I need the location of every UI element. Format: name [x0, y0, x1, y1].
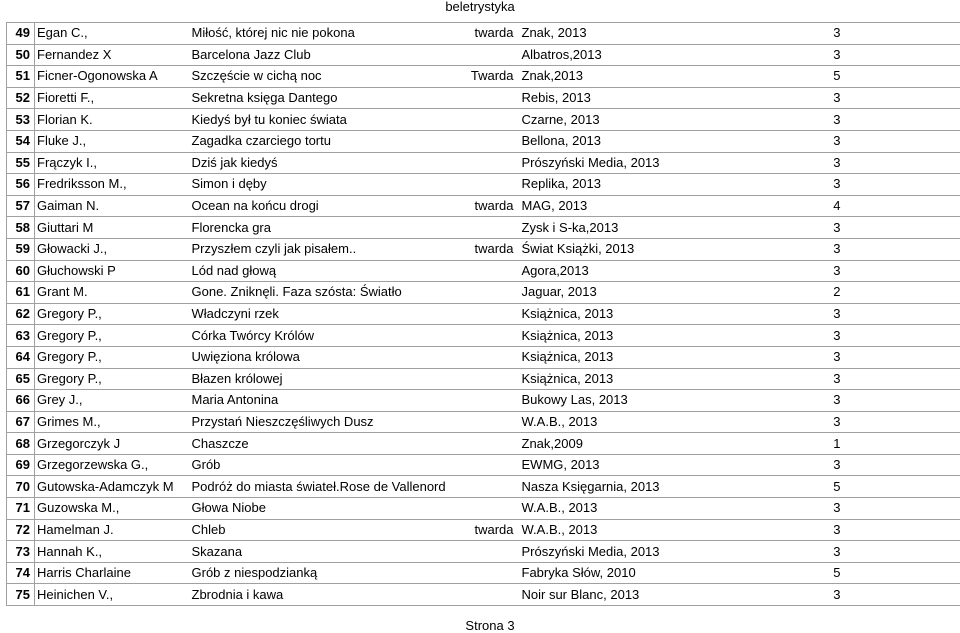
quantity-cell: 5: [750, 562, 845, 584]
table-row: [7, 260, 960, 282]
empty-cell: [845, 519, 960, 541]
title-cell: Uwięziona królowa: [190, 346, 460, 368]
table-row: [7, 454, 960, 476]
empty-cell: [845, 238, 960, 260]
entry-number: 52: [7, 87, 35, 109]
empty-cell: [845, 217, 960, 239]
binding-cell: twarda: [460, 23, 520, 45]
author-cell: Grant M.: [35, 282, 190, 304]
quantity-cell: 3: [750, 519, 845, 541]
binding-cell: Twarda: [460, 66, 520, 88]
table-row: [7, 44, 960, 66]
publisher-cell: Replika, 2013: [520, 174, 750, 196]
author-cell: Ficner-Ogonowska A: [35, 66, 190, 88]
publisher-cell: Książnica, 2013: [520, 325, 750, 347]
table-row: [7, 562, 960, 584]
title-cell: Sekretna księga Dantego: [190, 87, 460, 109]
binding-cell: [460, 44, 520, 66]
title-cell: Ocean na końcu drogi: [190, 195, 460, 217]
title-cell: Grób z niespodzianką: [190, 562, 460, 584]
binding-cell: [460, 130, 520, 152]
binding-cell: twarda: [460, 519, 520, 541]
title-cell: Zbrodnia i kawa: [190, 584, 460, 606]
quantity-cell: 3: [750, 174, 845, 196]
entry-number: 61: [7, 282, 35, 304]
entry-number: 57: [7, 195, 35, 217]
author-cell: Grimes M.,: [35, 411, 190, 433]
publisher-cell: Książnica, 2013: [520, 346, 750, 368]
binding-cell: [460, 390, 520, 412]
table-row: [7, 66, 960, 88]
quantity-cell: 3: [750, 411, 845, 433]
quantity-cell: 3: [750, 109, 845, 131]
entry-number: 62: [7, 303, 35, 325]
entry-number: 65: [7, 368, 35, 390]
publisher-cell: Nasza Księgarnia, 2013: [520, 476, 750, 498]
author-cell: Fluke J.,: [35, 130, 190, 152]
empty-cell: [845, 23, 960, 45]
title-cell: Miłość, której nic nie pokona: [190, 23, 460, 45]
author-cell: Grzegorczyk J: [35, 433, 190, 455]
empty-cell: [845, 346, 960, 368]
publisher-cell: Znak, 2013: [520, 23, 750, 45]
empty-cell: [845, 260, 960, 282]
book-list-table: [6, 22, 960, 606]
entry-number: 70: [7, 476, 35, 498]
binding-cell: [460, 87, 520, 109]
empty-cell: [845, 368, 960, 390]
entry-number: 55: [7, 152, 35, 174]
author-cell: Gregory P.,: [35, 368, 190, 390]
empty-cell: [845, 282, 960, 304]
publisher-cell: W.A.B., 2013: [520, 498, 750, 520]
publisher-cell: Prószyński Media, 2013: [520, 152, 750, 174]
empty-cell: [845, 152, 960, 174]
binding-cell: [460, 433, 520, 455]
empty-cell: [845, 476, 960, 498]
empty-cell: [845, 174, 960, 196]
entry-number: 69: [7, 454, 35, 476]
table-row: [7, 390, 960, 412]
entry-number: 64: [7, 346, 35, 368]
quantity-cell: 3: [750, 260, 845, 282]
quantity-cell: 3: [750, 44, 845, 66]
entry-number: 71: [7, 498, 35, 520]
table-row: [7, 109, 960, 131]
quantity-cell: 3: [750, 498, 845, 520]
binding-cell: [460, 325, 520, 347]
title-cell: Simon i dęby: [190, 174, 460, 196]
binding-cell: twarda: [460, 238, 520, 260]
table-row: [7, 303, 960, 325]
entry-number: 58: [7, 217, 35, 239]
publisher-cell: Fabryka Słów, 2010: [520, 562, 750, 584]
author-cell: Fernandez X: [35, 44, 190, 66]
entry-number: 72: [7, 519, 35, 541]
quantity-cell: 3: [750, 346, 845, 368]
entry-number: 66: [7, 390, 35, 412]
publisher-cell: Albatros,2013: [520, 44, 750, 66]
empty-cell: [845, 195, 960, 217]
binding-cell: [460, 476, 520, 498]
empty-cell: [845, 433, 960, 455]
table-row: [7, 325, 960, 347]
table-row: [7, 152, 960, 174]
empty-cell: [845, 562, 960, 584]
author-cell: Gregory P.,: [35, 346, 190, 368]
publisher-cell: W.A.B., 2013: [520, 411, 750, 433]
table-row: [7, 584, 960, 606]
publisher-cell: Czarne, 2013: [520, 109, 750, 131]
author-cell: Hannah K.,: [35, 541, 190, 563]
author-cell: Gregory P.,: [35, 325, 190, 347]
title-cell: Florencka gra: [190, 217, 460, 239]
publisher-cell: Rebis, 2013: [520, 87, 750, 109]
title-cell: Barcelona Jazz Club: [190, 44, 460, 66]
empty-cell: [845, 411, 960, 433]
entry-number: 75: [7, 584, 35, 606]
empty-cell: [845, 130, 960, 152]
binding-cell: [460, 217, 520, 239]
author-cell: Frączyk I.,: [35, 152, 190, 174]
table-row: [7, 476, 960, 498]
section-header: beletrystyka: [445, 0, 515, 14]
author-cell: Egan C.,: [35, 23, 190, 45]
empty-cell: [845, 454, 960, 476]
empty-cell: [845, 66, 960, 88]
title-cell: Podróż do miasta świateł.Rose de Vallenord: [190, 476, 460, 498]
empty-cell: [845, 109, 960, 131]
entry-number: 74: [7, 562, 35, 584]
title-cell: Córka Twórcy Królów: [190, 325, 460, 347]
title-cell: Błazen królowej: [190, 368, 460, 390]
quantity-cell: 3: [750, 541, 845, 563]
publisher-cell: Jaguar, 2013: [520, 282, 750, 304]
author-cell: Fredriksson M.,: [35, 174, 190, 196]
author-cell: Hamelman J.: [35, 519, 190, 541]
author-cell: Gregory P.,: [35, 303, 190, 325]
publisher-cell: Znak,2013: [520, 66, 750, 88]
quantity-cell: 5: [750, 66, 845, 88]
quantity-cell: 3: [750, 368, 845, 390]
author-cell: Guzowska M.,: [35, 498, 190, 520]
table-row: [7, 411, 960, 433]
author-cell: Gaiman N.: [35, 195, 190, 217]
quantity-cell: 3: [750, 303, 845, 325]
quantity-cell: 3: [750, 130, 845, 152]
author-cell: Głuchowski P: [35, 260, 190, 282]
quantity-cell: 3: [750, 584, 845, 606]
entry-number: 51: [7, 66, 35, 88]
publisher-cell: Prószyński Media, 2013: [520, 541, 750, 563]
table-row: [7, 23, 960, 45]
entry-number: 60: [7, 260, 35, 282]
title-cell: Grób: [190, 454, 460, 476]
binding-cell: [460, 541, 520, 563]
page-number: Strona 3: [465, 618, 515, 633]
author-cell: Florian K.: [35, 109, 190, 131]
publisher-cell: Książnica, 2013: [520, 368, 750, 390]
empty-cell: [845, 325, 960, 347]
quantity-cell: 3: [750, 23, 845, 45]
quantity-cell: 3: [750, 390, 845, 412]
book-list-body: [7, 23, 960, 606]
title-cell: Skazana: [190, 541, 460, 563]
publisher-cell: Znak,2009: [520, 433, 750, 455]
publisher-cell: Bellona, 2013: [520, 130, 750, 152]
table-row: [7, 498, 960, 520]
binding-cell: [460, 260, 520, 282]
quantity-cell: 2: [750, 282, 845, 304]
quantity-cell: 3: [750, 325, 845, 347]
empty-cell: [845, 390, 960, 412]
title-cell: Maria Antonina: [190, 390, 460, 412]
publisher-cell: Bukowy Las, 2013: [520, 390, 750, 412]
publisher-cell: MAG, 2013: [520, 195, 750, 217]
table-row: [7, 282, 960, 304]
table-row: [7, 346, 960, 368]
publisher-cell: EWMG, 2013: [520, 454, 750, 476]
binding-cell: [460, 303, 520, 325]
publisher-cell: Noir sur Blanc, 2013: [520, 584, 750, 606]
entry-number: 73: [7, 541, 35, 563]
publisher-cell: Zysk i S-ka,2013: [520, 217, 750, 239]
author-cell: Głowacki J.,: [35, 238, 190, 260]
table-row: [7, 174, 960, 196]
binding-cell: [460, 109, 520, 131]
title-cell: Przyszłem czyli jak pisałem..: [190, 238, 460, 260]
author-cell: Harris Charlaine: [35, 562, 190, 584]
empty-cell: [845, 87, 960, 109]
entry-number: 53: [7, 109, 35, 131]
author-cell: Fioretti F.,: [35, 87, 190, 109]
entry-number: 56: [7, 174, 35, 196]
entry-number: 49: [7, 23, 35, 45]
title-cell: Szczęście w cichą noc: [190, 66, 460, 88]
publisher-cell: W.A.B., 2013: [520, 519, 750, 541]
entry-number: 63: [7, 325, 35, 347]
binding-cell: [460, 282, 520, 304]
empty-cell: [845, 303, 960, 325]
quantity-cell: 1: [750, 433, 845, 455]
author-cell: Grzegorzewska G.,: [35, 454, 190, 476]
binding-cell: [460, 174, 520, 196]
empty-cell: [845, 584, 960, 606]
binding-cell: [460, 152, 520, 174]
table-row: [7, 87, 960, 109]
author-cell: Grey J.,: [35, 390, 190, 412]
entry-number: 68: [7, 433, 35, 455]
binding-cell: [460, 498, 520, 520]
empty-cell: [845, 541, 960, 563]
table-row: [7, 519, 960, 541]
binding-cell: [460, 584, 520, 606]
title-cell: Kiedyś był tu koniec świata: [190, 109, 460, 131]
title-cell: Chleb: [190, 519, 460, 541]
binding-cell: [460, 454, 520, 476]
quantity-cell: 3: [750, 152, 845, 174]
entry-number: 67: [7, 411, 35, 433]
title-cell: Głowa Niobe: [190, 498, 460, 520]
table-row: [7, 217, 960, 239]
binding-cell: twarda: [460, 195, 520, 217]
entry-number: 54: [7, 130, 35, 152]
table-row: [7, 195, 960, 217]
title-cell: Gone. Zniknęli. Faza szósta: Światło: [190, 282, 460, 304]
title-cell: Przystań Nieszczęśliwych Dusz: [190, 411, 460, 433]
table-row: [7, 238, 960, 260]
publisher-cell: Książnica, 2013: [520, 303, 750, 325]
title-cell: Zagadka czarciego tortu: [190, 130, 460, 152]
binding-cell: [460, 346, 520, 368]
quantity-cell: 5: [750, 476, 845, 498]
quantity-cell: 3: [750, 87, 845, 109]
table-row: [7, 541, 960, 563]
title-cell: Chaszcze: [190, 433, 460, 455]
author-cell: Giuttari M: [35, 217, 190, 239]
table-row: [7, 368, 960, 390]
quantity-cell: 3: [750, 238, 845, 260]
empty-cell: [845, 44, 960, 66]
binding-cell: [460, 368, 520, 390]
binding-cell: [460, 562, 520, 584]
quantity-cell: 3: [750, 217, 845, 239]
author-cell: Gutowska-Adamczyk M: [35, 476, 190, 498]
empty-cell: [845, 498, 960, 520]
publisher-cell: Agora,2013: [520, 260, 750, 282]
binding-cell: [460, 411, 520, 433]
publisher-cell: Świat Książki, 2013: [520, 238, 750, 260]
author-cell: Heinichen V.,: [35, 584, 190, 606]
title-cell: Dziś jak kiedyś: [190, 152, 460, 174]
table-row: [7, 130, 960, 152]
entry-number: 59: [7, 238, 35, 260]
table-row: [7, 433, 960, 455]
entry-number: 50: [7, 44, 35, 66]
quantity-cell: 4: [750, 195, 845, 217]
title-cell: Władczyni rzek: [190, 303, 460, 325]
quantity-cell: 3: [750, 454, 845, 476]
title-cell: Lód nad głową: [190, 260, 460, 282]
